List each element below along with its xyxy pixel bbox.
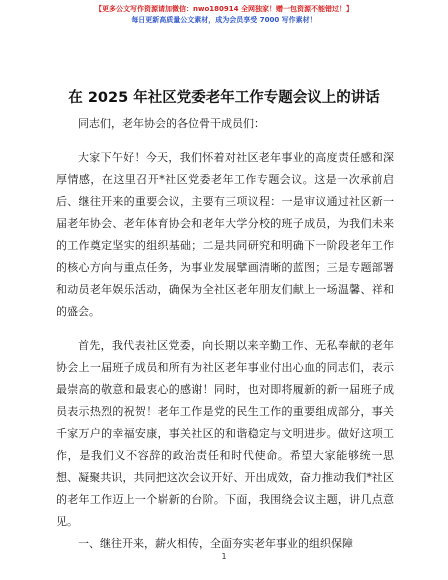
paragraph-opening: 大家下午好！今天，我们怀着对社区老年事业的高度责任感和深厚情感，在这里召开*社区党委老年工作专题会议。这是一次承前启后、继往开来的重要会议，主要有三项议程：一是审议通过社区新一届老年协会、老年体育协会和老年大学分校的班子成员，为我们未来的工作奠定坚实的组织基础；二是共同研究和明确下一阶段老年工作的核心方向与重点任务，为事业发展擘画清晰的蓝图；三是专题部署和动员老年娱乐活动，确保为全社区老年朋友们献上一场温馨、祥和的盛会。 <box>56 151 394 318</box>
greeting: 同志们，老年协会的各位骨干成员们： <box>78 117 265 130</box>
document-title: 在 2025 年社区党委老年工作专题会议上的讲话 <box>68 90 380 106</box>
paragraph-thanks: 首先，我代表社区党委，向长期以来辛勤工作、无私奉献的老年协会上一届班子成员和所有为社区老年事业付出心血的同志们，表示最崇高的敬意和最衷心的感谢！同时，也对即将履新的新一届班子成员表示热烈的祝贺！老年工作是党的民生工作的重要组成部分，事关千家万户的幸福安康，事关社区的和谐稳定与文明进步。做好这项工作，是我们义不容辞的政治责任和时代使命。希望大家能够统一思想、凝聚共识，共同把这次会议开好、开出成效，奋力推动我们*社区的老年工作迈上一个崭新的台阶。下面，我围绕会议主题，讲几点意见。 <box>56 339 394 528</box>
promo-banner-line-2: 每日更新高质量公文素材，成为会员享受 7000 写作素材！ <box>131 16 317 24</box>
promo-banner <box>0 4 448 26</box>
document-body <box>56 113 394 555</box>
page-number: 1 <box>221 552 227 561</box>
section-heading-1: 一、继往开来，薪火相传，全面夯实老年事业的组织保障 <box>78 537 353 550</box>
promo-banner-line-1: 【更多公文写作资源请加微信：nwo180914 全网独家！赠一包资源不能错过！】 <box>95 5 353 13</box>
